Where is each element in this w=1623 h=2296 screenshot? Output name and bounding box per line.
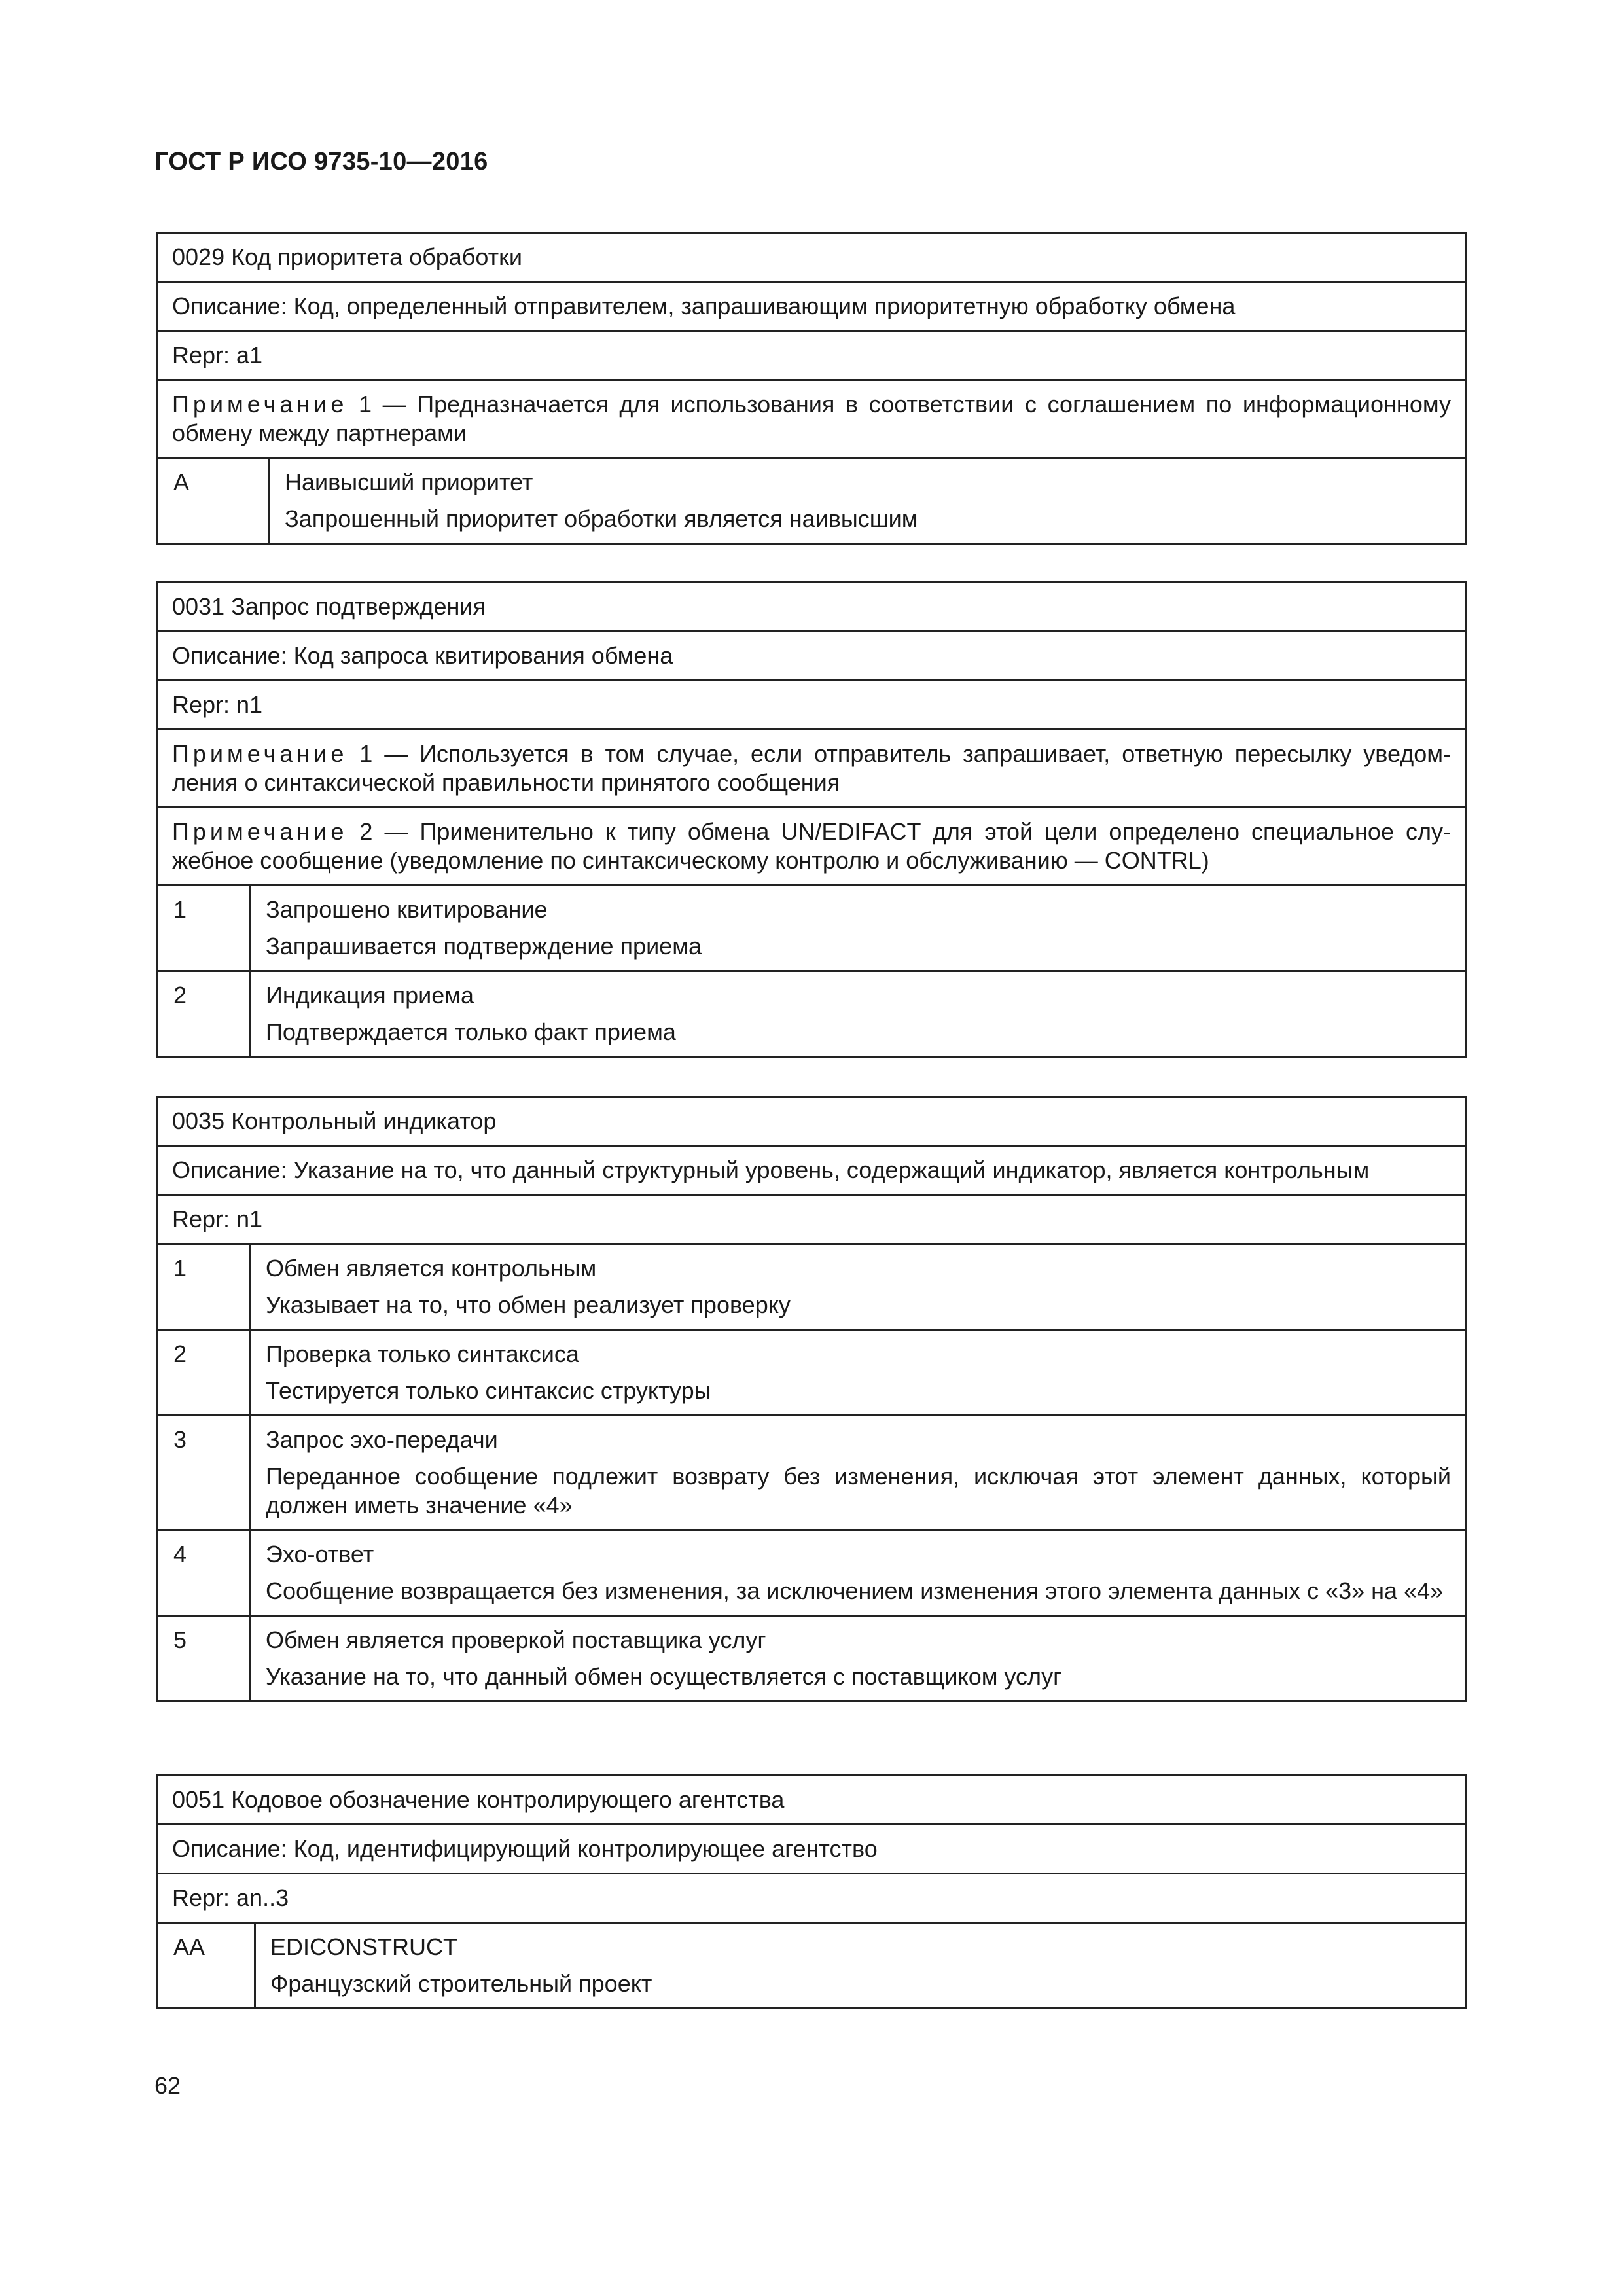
code-value-row (157, 1616, 1467, 1702)
code-value-row (157, 1923, 1467, 2009)
code-value-row (157, 1244, 1467, 1330)
code-value-details (270, 458, 1467, 544)
note-text: 1 — Используется в том случае, если отправитель запрашивает, ответную пересылку уведом-ления о синтаксической правильности принятого сообщения (172, 740, 1451, 796)
element-description: Описание: Код запроса квитирования обмена (157, 632, 1467, 681)
code-value-details (255, 1923, 1467, 2009)
code-value-row (157, 886, 1467, 971)
code-value-name: EDICONSTRUCT (270, 1933, 457, 1960)
code-value-description: Переданное сообщение подлежит возврату без изменения, исключая этот элемент данных, который должен иметь значение «4» (266, 1463, 1451, 1518)
code-value: 2 (157, 971, 251, 1057)
code-table-0051 (156, 1774, 1467, 2009)
element-title: 0029 Код приоритета обработки (157, 233, 1467, 282)
code-value: 1 (157, 886, 251, 971)
code-table-0029 (156, 232, 1467, 545)
code-value-description: Запрашивается подтверждение приема (266, 933, 702, 960)
code-table-0035 (156, 1096, 1467, 1702)
code-value-row (157, 1416, 1467, 1530)
code-value: A (157, 458, 270, 544)
note-label: Примечание (172, 391, 348, 418)
code-value-name: Проверка только синтаксиса (266, 1340, 579, 1367)
code-value-name: Индикация приема (266, 982, 474, 1009)
code-value: 5 (157, 1616, 251, 1702)
element-repr: Repr: an..3 (157, 1874, 1467, 1923)
code-value-name: Эхо-ответ (266, 1541, 374, 1568)
element-repr: Repr: n1 (157, 1195, 1467, 1244)
element-title: 0031 Запрос подтверждения (157, 583, 1467, 632)
code-value-description: Указание на то, что данный обмен осуществляется с поставщиком услуг (266, 1663, 1062, 1690)
code-value: AA (157, 1923, 255, 2009)
code-value: 2 (157, 1330, 251, 1416)
code-value-row (157, 458, 1467, 544)
note-text: 2 — Применительно к типу обмена UN/EDIFACT для этой цели определено специальное слу-жебное сообщение (уведомление по синтаксическому контролю и обслуживанию — CONTRL) (172, 818, 1451, 874)
code-value-details (251, 1616, 1467, 1702)
code-value-row (157, 1330, 1467, 1416)
code-value-description: Указывает на то, что обмен реализует проверку (266, 1291, 791, 1318)
code-value: 1 (157, 1244, 251, 1330)
code-value-details (251, 1416, 1467, 1530)
code-value-description: Французский строительный проект (270, 1970, 652, 1997)
code-value-name: Обмен является проверкой поставщика услуг (266, 1626, 766, 1653)
element-description: Описание: Указание на то, что данный структурный уровень, содержащий индикатор, является контрольным (157, 1146, 1467, 1195)
element-repr: Repr: a1 (157, 331, 1467, 380)
code-value-description: Сообщение возвращается без изменения, за исключением изменения этого элемента данных с «3» на «4» (266, 1577, 1444, 1604)
code-value-description: Запрошенный приоритет обработки является наивысшим (285, 505, 918, 532)
code-value-details (251, 1530, 1467, 1616)
page-number: 62 (154, 2072, 181, 2099)
document-title: ГОСТ Р ИСО 9735-10—2016 (154, 148, 488, 175)
code-value-name: Наивысший приоритет (285, 469, 533, 495)
code-value-name: Обмен является контрольным (266, 1255, 597, 1282)
code-value-details (251, 1244, 1467, 1330)
code-value-description: Тестируется только синтаксис структуры (266, 1377, 711, 1404)
element-title: 0051 Кодовое обозначение контролирующего агентства (157, 1776, 1467, 1825)
element-note (157, 730, 1467, 808)
code-value-details (251, 971, 1467, 1057)
element-title: 0035 Контрольный индикатор (157, 1097, 1467, 1146)
note-label: Примечание (172, 818, 348, 845)
element-description: Описание: Код, определенный отправителем, запрашивающим приоритетную обработку обмена (157, 282, 1467, 331)
element-description: Описание: Код, идентифицирующий контролирующее агентство (157, 1825, 1467, 1874)
code-value-description: Подтверждается только факт приема (266, 1018, 676, 1045)
element-note (157, 808, 1467, 886)
note-text: 1 — Предназначается для использования в соответствии с соглашением по информационному обмену между партнерами (172, 391, 1451, 446)
code-value-row (157, 971, 1467, 1057)
element-repr: Repr: n1 (157, 681, 1467, 730)
code-value-details (251, 886, 1467, 971)
code-value: 4 (157, 1530, 251, 1616)
code-value-row (157, 1530, 1467, 1616)
code-value-name: Запрос эхо-передачи (266, 1426, 498, 1453)
note-label: Примечание (172, 740, 348, 767)
code-value-details (251, 1330, 1467, 1416)
code-table-0031 (156, 581, 1467, 1058)
element-note (157, 380, 1467, 458)
code-value-name: Запрошено квитирование (266, 896, 548, 923)
code-value: 3 (157, 1416, 251, 1530)
